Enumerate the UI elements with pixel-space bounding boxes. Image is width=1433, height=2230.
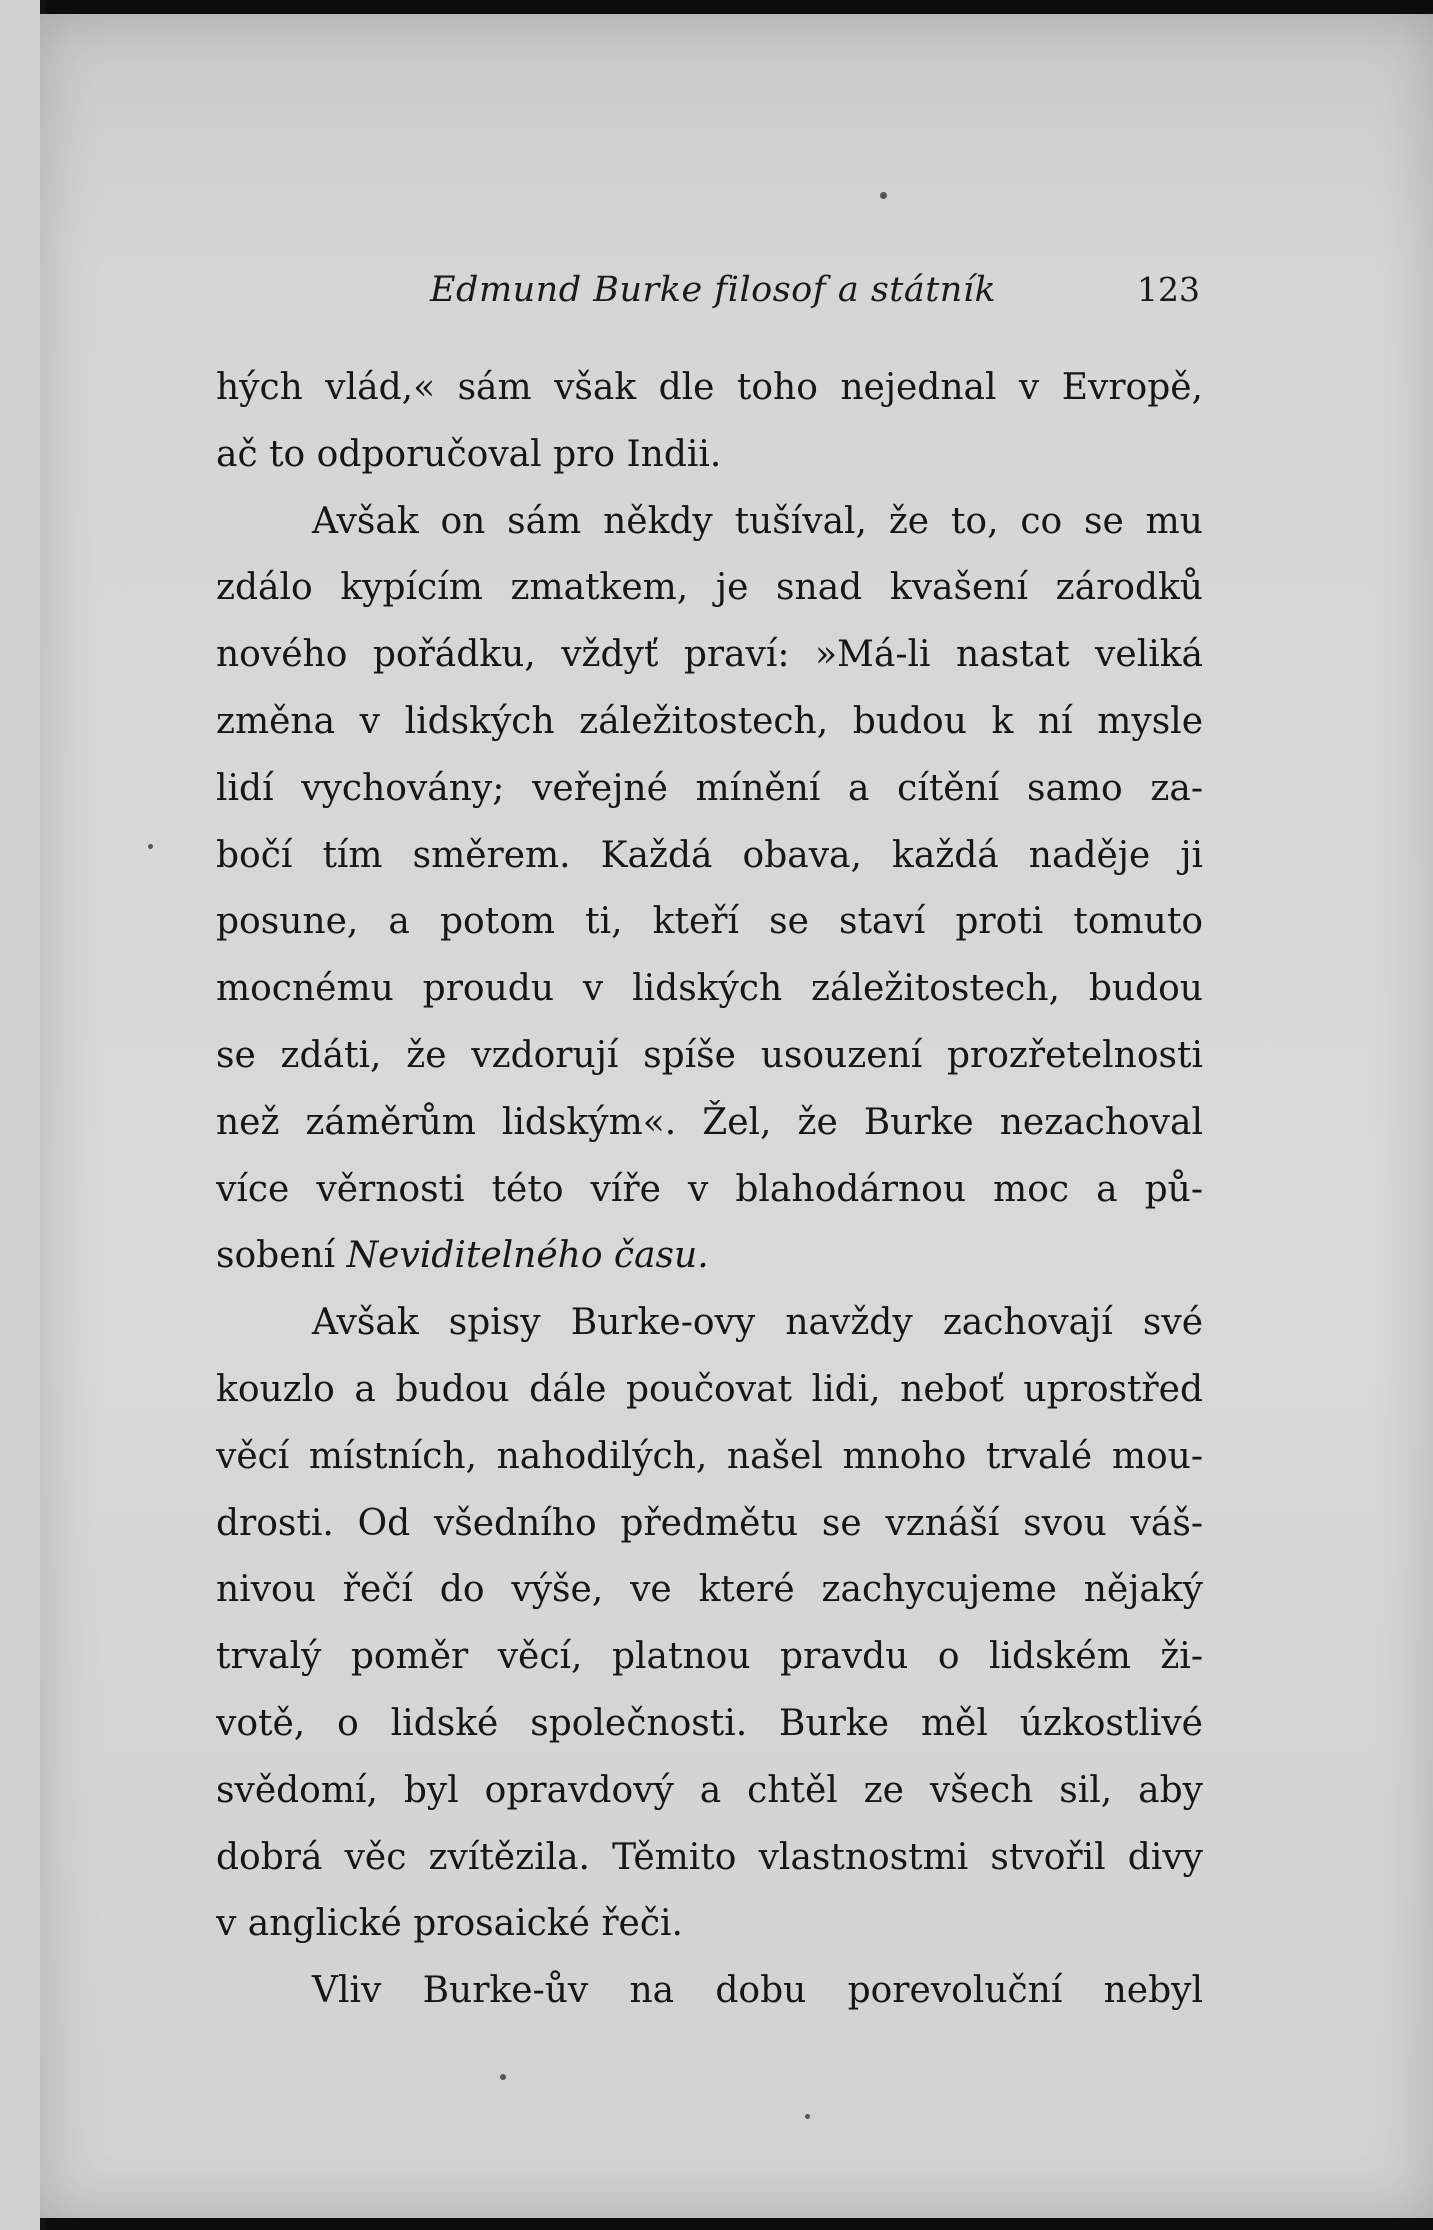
text-line [216, 1223, 1203, 1290]
text-line: zdálo kypícím zmatkem, je snad kvašení zárodků [216, 567, 1203, 609]
text-line: změna v lidských záležitostech, budou k ní mysle [216, 700, 1203, 742]
text-line: více věrnosti této víře v blahodárnou moc a pů- [216, 1168, 1203, 1210]
paper-speck [805, 2114, 810, 2119]
text-line: svědomí, byl opravdový a chtěl ze všech sil, aby [216, 1769, 1203, 1811]
text-line: kouzlo a budou dále poučovat lidi, neboť uprostřed [216, 1368, 1203, 1410]
text-line: bočí tím směrem. Každá obava, každá naděje ji [216, 834, 1203, 876]
italic-phrase: Neviditelného času. [346, 1235, 709, 1277]
text-line: Avšak on sám někdy tušíval, že to, co se mu [312, 500, 1203, 542]
text-line: posune, a potom ti, kteří se staví proti tomuto [216, 901, 1203, 943]
running-head-title: Edmund Burke filosof a státník [430, 270, 997, 310]
paper-speck [500, 2074, 506, 2080]
text-line: hých vlád,« sám však dle toho nejednal v Evropě, [216, 367, 1203, 408]
body-text [216, 355, 1203, 2025]
text-line: nivou řečí do výše, ve které zachycujeme nějaký [216, 1569, 1203, 1611]
text-line: lidí vychovány; veřejné mínění a cítění samo za- [216, 767, 1203, 809]
text-fragment: sobení [216, 1235, 347, 1277]
text-line: dobrá věc zvítězila. Těmito vlastnostmi stvořil divy [216, 1836, 1203, 1878]
text-line: drosti. Od všedního předmětu se vznáší svou váš- [216, 1502, 1203, 1544]
paper-speck [148, 844, 153, 849]
text-line: ač to odporučoval pro Indii. [216, 433, 722, 475]
text-line: než záměrům lidským«. Žel, že Burke nezachoval [216, 1101, 1203, 1143]
text-line: votě, o lidské společnosti. Burke měl úzkostlivé [216, 1702, 1203, 1744]
text-line: Vliv Burke-ův na dobu porevoluční nebyl [312, 1970, 1203, 2012]
text-line: trvalý poměr věcí, platnou pravdu o lidském ži- [216, 1636, 1203, 1678]
text-line: Avšak spisy Burke-ovy navždy zachovají své [312, 1302, 1203, 1344]
running-head [430, 270, 1200, 320]
text-line: věcí místních, nahodilých, našel mnoho trvalé mou- [216, 1435, 1203, 1477]
text-line: se zdáti, že vzdorují spíše usouzení prozřetelnosti [216, 1034, 1203, 1076]
text-line: mocnému proudu v lidských záležitostech, budou [216, 968, 1203, 1010]
paper-speck [880, 192, 887, 199]
text-line: nového pořádku, vždyť praví: »Má-li nastat veliká [216, 634, 1203, 676]
text-line: v anglické prosaické řeči. [216, 1903, 683, 1945]
page-number: 123 [1137, 270, 1200, 309]
